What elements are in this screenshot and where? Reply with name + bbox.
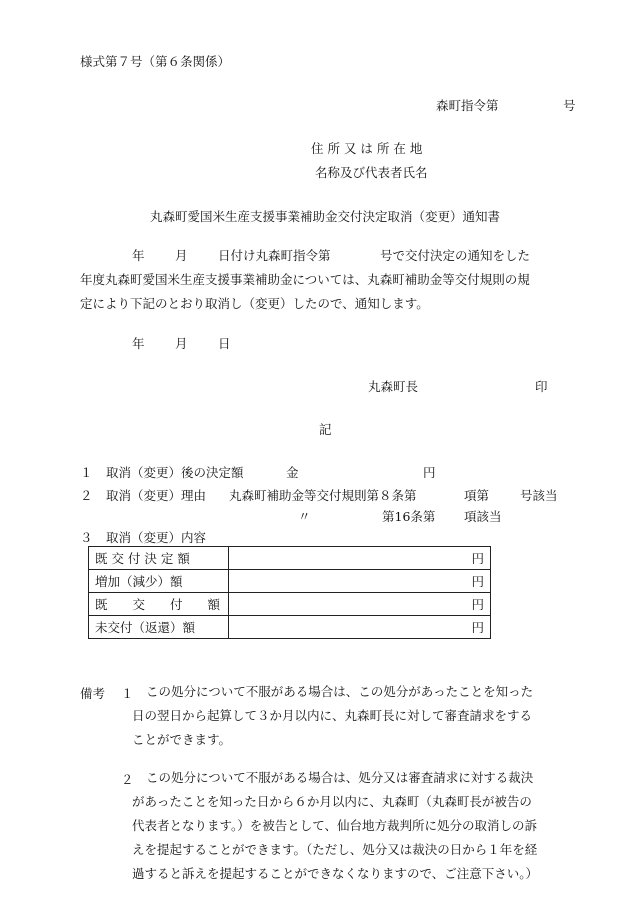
body-notice-ref: 号で交付決定の通知をした xyxy=(380,248,531,263)
date-year: 年 xyxy=(132,336,145,351)
note2-text xyxy=(132,766,539,886)
directive-number-prefix: 森町指令第 xyxy=(436,98,499,113)
row-amount-cell[interactable] xyxy=(229,547,491,570)
item1-number: １ xyxy=(80,465,93,480)
item2-rule-2: 第16条第 xyxy=(382,509,436,524)
body-month: 月 xyxy=(175,248,188,263)
item1-kin: 金 xyxy=(286,465,299,480)
item3-label: 取消（変更）内容 xyxy=(106,530,207,545)
table-row xyxy=(89,570,491,593)
ki-heading: 記 xyxy=(319,422,332,437)
row-label: 増加（減少）額 xyxy=(89,570,229,593)
form-number: 様式第７号（第６条関係） xyxy=(80,54,231,69)
body-directive-ref: 日付け丸森町指令第 xyxy=(218,248,331,263)
note1-text xyxy=(132,680,534,752)
date-month: 月 xyxy=(175,336,188,351)
item2-gou: 号該当 xyxy=(520,488,558,503)
issuer-title: 丸森町長 xyxy=(368,379,419,394)
yen-unit: 円 xyxy=(471,574,484,589)
yen-unit: 円 xyxy=(471,620,484,635)
date-day: 日 xyxy=(218,336,231,351)
seal-mark: 印 xyxy=(535,379,548,394)
body-line-3: 定により下記のとおり取消し（変更）したので、通知します。 xyxy=(80,296,429,311)
yen-unit: 円 xyxy=(471,597,484,612)
note-line: 代表者となります。）を被告として、仙台地方裁判所に処分の取消しの訴 xyxy=(132,818,538,833)
item2-number: ２ xyxy=(80,488,93,503)
item3-number: ３ xyxy=(80,530,93,545)
note-line: ことができます。 xyxy=(132,732,232,747)
note-line: この処分について不服がある場合は、この処分があったことを知った xyxy=(146,684,534,699)
item2-kou: 項第 xyxy=(464,488,490,503)
row-amount-cell[interactable] xyxy=(229,593,491,616)
recipient-address-label: 住 所 又 は 所 在 地 xyxy=(311,141,423,156)
table-row xyxy=(89,593,491,616)
document-title: 丸森町愛国米生産支援事業補助金交付決定取消（変更）通知書 xyxy=(150,209,501,224)
table-row xyxy=(89,547,491,570)
recipient-name-label: 名称及び代表者氏名 xyxy=(315,165,428,180)
note1-number: １ xyxy=(121,686,134,701)
yen-unit: 円 xyxy=(471,551,484,566)
table-row xyxy=(89,616,491,639)
note-line: 過すると訴えを提起することができなくなりますので、ご注意下さい。） xyxy=(132,866,539,881)
row-label: 未交付（返還）額 xyxy=(89,616,229,639)
note-line: この処分について不服がある場合は、処分又は審査請求に対する裁決 xyxy=(146,770,534,785)
directive-number-suffix: 号 xyxy=(563,98,576,113)
note2-number: ２ xyxy=(121,772,134,787)
amount-table xyxy=(88,546,491,639)
row-amount-cell[interactable] xyxy=(229,570,491,593)
item2-ditto: 〃 xyxy=(298,509,311,524)
row-label: 既 交 付 額 xyxy=(89,593,229,616)
note-line: があったことを知った日から６か月以内に、丸森町（丸森町長が被告の xyxy=(132,794,532,809)
item1-yen: 円 xyxy=(423,465,436,480)
item2-kou-2: 項該当 xyxy=(464,509,502,524)
row-label: 既 交 付 決 定 額 xyxy=(89,547,229,570)
note-line: 日の翌日から起算して３か月以内に、丸森町長に対して審査請求をする xyxy=(132,708,533,723)
row-amount-cell[interactable] xyxy=(229,616,491,639)
item2-label: 取消（変更）理由 xyxy=(106,488,207,503)
item2-rule: 丸森町補助金等交付規則第８条第 xyxy=(229,488,417,503)
body-line-2: 年度丸森町愛国米生産支援事業補助金については、丸森町補助金等交付規則の規 xyxy=(80,272,530,287)
remarks-heading: 備考 xyxy=(80,686,106,701)
body-year: 年 xyxy=(132,248,145,263)
note-line: えを提起することができます。（ただし、処分又は裁決の日から１年を経 xyxy=(132,842,538,857)
item1-label: 取消（変更）後の決定額 xyxy=(106,465,244,480)
